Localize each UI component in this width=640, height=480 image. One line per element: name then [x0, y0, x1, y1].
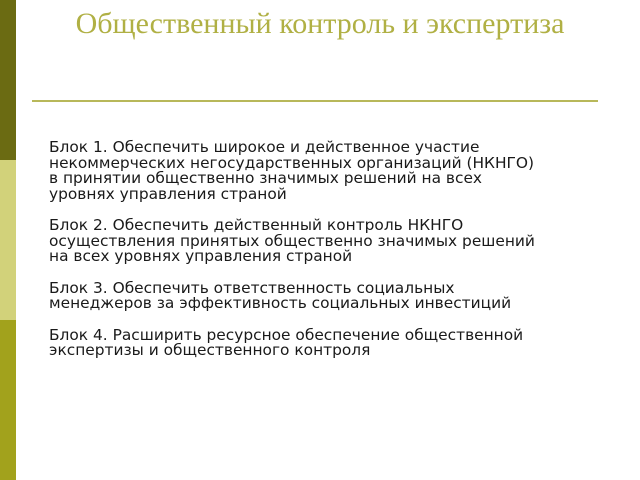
- block-2-text: Блок 2. Обеспечить действенный контроль НКНГО осуществления принятых общественно значимых решений на всех уровнях управления страной: [49, 216, 535, 265]
- slide-body: [49, 140, 594, 375]
- sidebar-segment-bottom: [0, 320, 16, 480]
- decorative-sidebar: [0, 0, 16, 480]
- sidebar-segment-middle: [0, 160, 16, 320]
- title-divider: [32, 100, 598, 102]
- sidebar-segment-top: [0, 0, 16, 160]
- block-3-text: Блок 3. Обеспечить ответственность социальных менеджеров за эффективность социальных инвестиций: [49, 278, 512, 312]
- block-4-text: Блок 4. Расширить ресурсное обеспечение общественной экспертизы и общественного контроля: [49, 325, 524, 359]
- block-1-text: Блок 1. Обеспечить широкое и действенное участие некоммерческих негосударственных организаций (НКНГО) в принятии общественно значимых решений на всех уровнях управления страной: [49, 138, 535, 203]
- slide-title: Общественный контроль и экспертиза: [75, 7, 565, 40]
